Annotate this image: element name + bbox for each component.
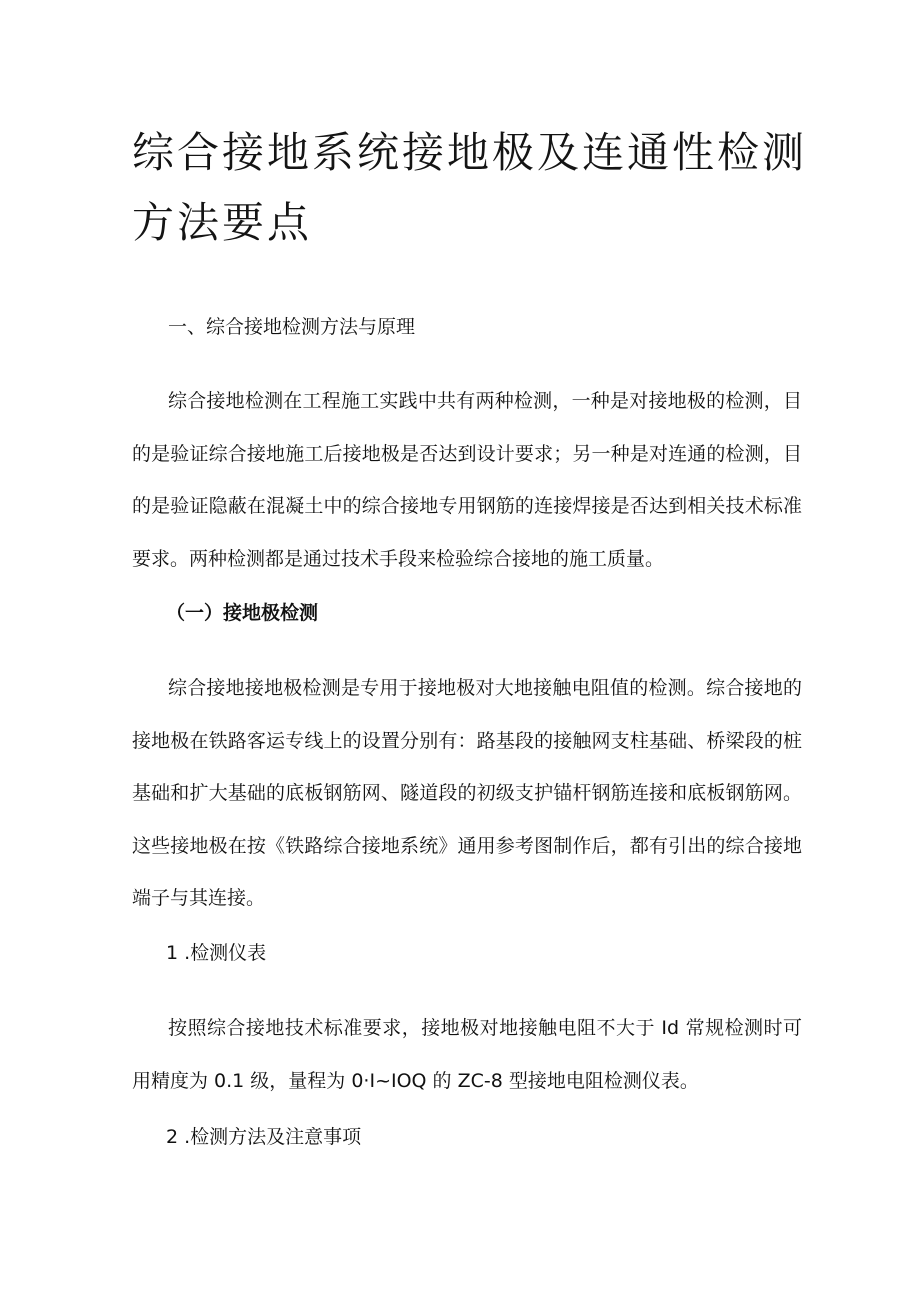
document-title: 综合接地系统接地极及连通性检测方法要点 <box>132 128 808 247</box>
subsection-heading-electrode-detection: （一）接地极检测 <box>166 602 319 624</box>
paragraph-detection-overview: 综合接地检测在工程施工实践中共有两种检测，一种是对接地极的检测，目的是验证综合接地施工后接地极是否达到设计要求；另一种是对连通的检测，目的是验证隐蔽在混凝土中的综合接地专用钢筋的连接焊接是否达到相关技术标准要求。两种检测都是通过技术手段来检验综合接地的施工质量。 <box>132 390 802 570</box>
paragraph-instruments: 按照综合接地技术标准要求，接地极对地接触电阻不大于 Id 常规检测时可用精度为 0.1 级，量程为 0·I~IOQ 的 ZC-8 型接地电阻检测仪表。 <box>132 1017 802 1092</box>
paragraph-electrode-detection: 综合接地接地极检测是专用于接地极对大地接触电阻值的检测。综合接地的接地极在铁路客运专线上的设置分别有：路基段的接触网支柱基础、桥梁段的桩基础和扩大基础的底板钢筋网、隧道段的初级支护锚杆钢筋连接和底板钢筋网。这些接地极在按《铁路综合接地系统》通用参考图制作后，都有引出的综合接地端子与其连接。 <box>132 677 802 909</box>
item-heading-methods-precautions: 2 .检测方法及注意事项 <box>166 1126 362 1148</box>
section-heading-methods-principles: 一、综合接地检测方法与原理 <box>168 316 416 338</box>
item-heading-instruments: 1 .检测仪表 <box>166 942 267 964</box>
